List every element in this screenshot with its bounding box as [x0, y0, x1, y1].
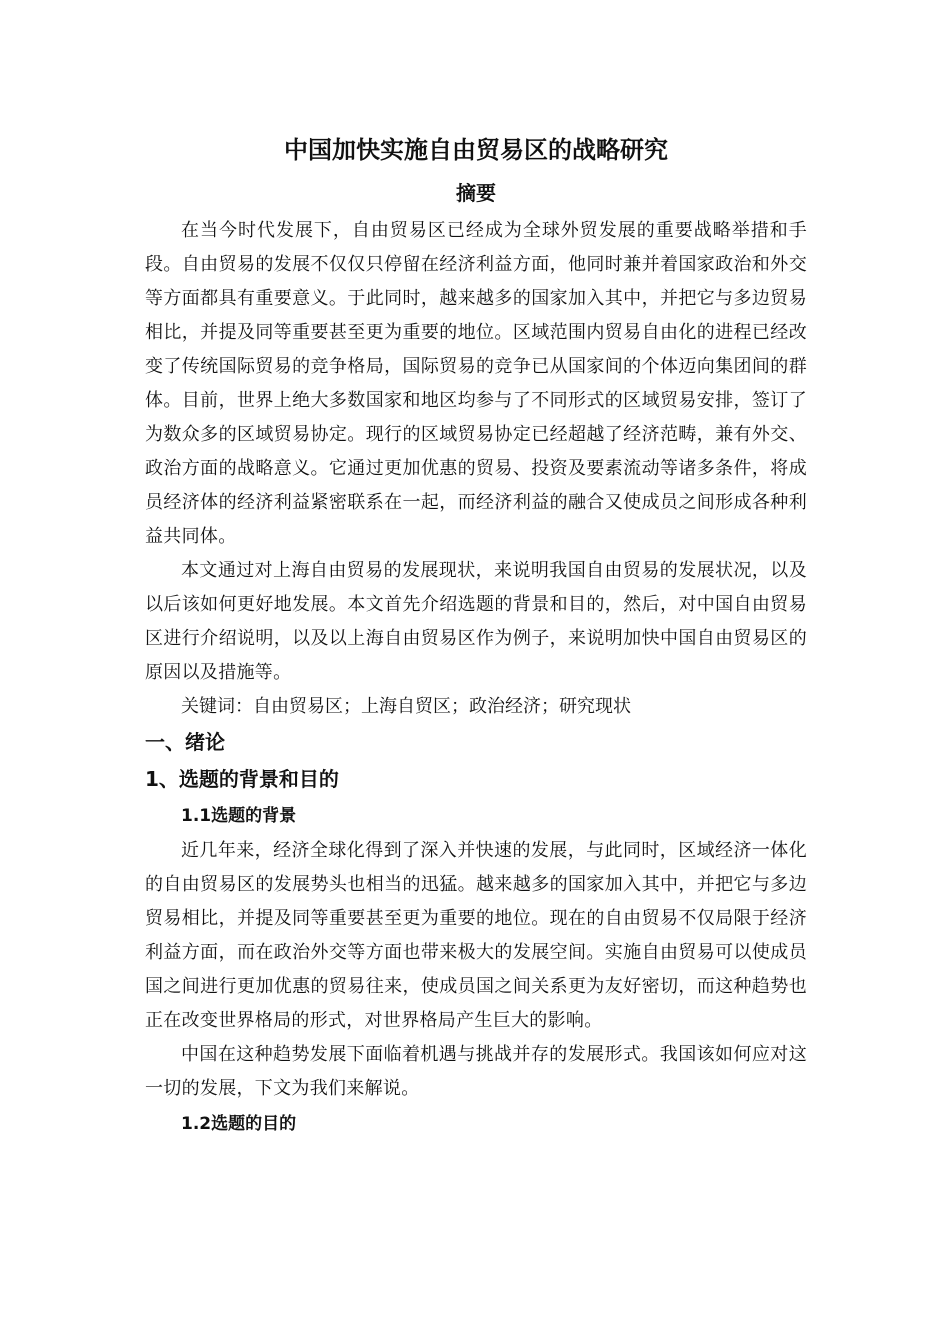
background-paragraph-1: 近几年来，经济全球化得到了深入并快速的发展，与此同时，区域经济一体化的自由贸易区的发展势头也相当的迅猛。越来越多的国家加入其中，并把它与多边贸易相比，并提及同等重要甚至更为重要的地位。现在的自由贸易不仅局限于经济利益方面，而在政治外交等方面也带来极大的发展空间。实施自由贸易可以使成员国之间进行更加优惠的贸易往来，使成员国之间关系更为友好密切，而这种趋势也正在改变世界格局的形式，对世界格局产生巨大的影响。	[145, 840, 807, 1031]
abstract-heading: 摘要	[456, 181, 496, 205]
subsubsection-heading-background: 1.1选题的背景	[181, 806, 297, 826]
subsubsection-heading-purpose: 1.2选题的目的	[181, 1114, 297, 1134]
abstract-paragraph-2: 本文通过对上海自由贸易的发展现状，来说明我国自由贸易的发展状况，以及以后该如何更好地发展。本文首先介绍选题的背景和目的，然后，对中国自由贸易区进行介绍说明，以及以上海自由贸易区作为例子，来说明加快中国自由贸易区的原因以及措施等。	[145, 560, 807, 683]
keywords: 关键词：自由贸易区；上海自贸区；政治经济；研究现状	[181, 696, 631, 717]
subsection-heading-background-purpose: 1、选题的背景和目的	[145, 767, 339, 791]
document-title: 中国加快实施自由贸易区的战略研究	[284, 136, 668, 164]
section-heading-introduction: 一、绪论	[145, 730, 225, 754]
document-page	[145, 128, 807, 1142]
background-paragraph-2: 中国在这种趋势发展下面临着机遇与挑战并存的发展形式。我国该如何应对这一切的发展，下文为我们来解说。	[145, 1044, 807, 1099]
abstract-paragraph-1: 在当今时代发展下，自由贸易区已经成为全球外贸发展的重要战略举措和手段。自由贸易的发展不仅仅只停留在经济利益方面，他同时兼并着国家政治和外交等方面都具有重要意义。于此同时，越来越多的国家加入其中，并把它与多边贸易相比，并提及同等重要甚至更为重要的地位。区域范围内贸易自由化的进程已经改变了传统国际贸易的竞争格局，国际贸易的竞争已从国家间的个体迈向集团间的群体。目前，世界上绝大多数国家和地区均参与了不同形式的区域贸易安排，签订了为数众多的区域贸易协定。现行的区域贸易协定已经超越了经济范畴，兼有外交、政治方面的战略意义。它通过更加优惠的贸易、投资及要素流动等诸多条件，将成员经济体的经济利益紧密联系在一起，而经济利益的融合又使成员之间形成各种利益共同体。	[145, 220, 807, 547]
